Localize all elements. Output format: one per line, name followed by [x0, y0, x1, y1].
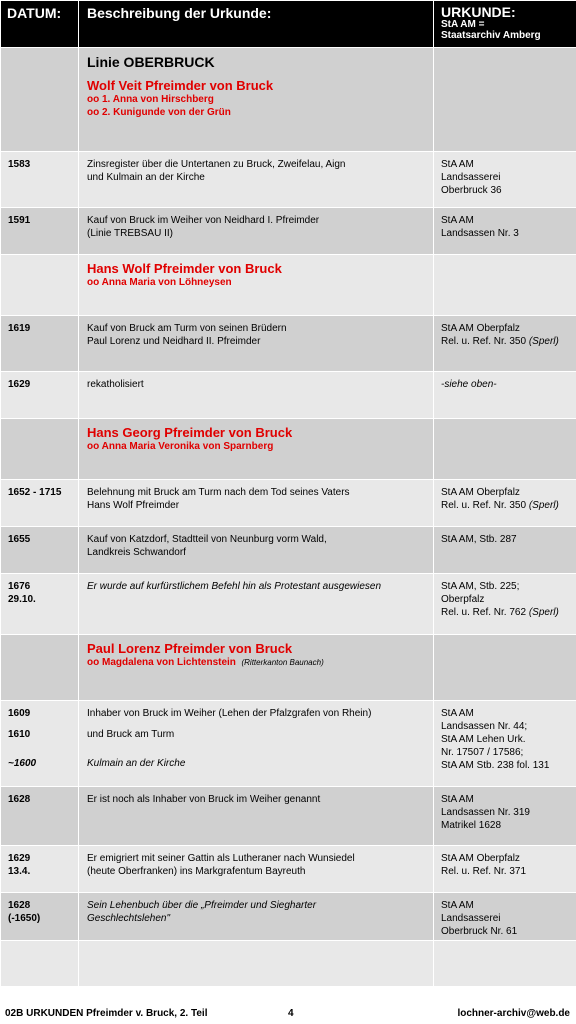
source-line: Landsasserei	[441, 172, 501, 183]
source-line: Landsassen Nr. 319	[441, 807, 530, 818]
date-line: (-1650)	[8, 913, 41, 924]
row-date: 1628	[1, 787, 79, 846]
desc-line: Belehnung mit Bruck am Turm nach dem Tod seines Vaters	[87, 487, 350, 498]
person-name: Wolf Veit Pfreimder von Bruck	[87, 78, 274, 93]
row-source	[434, 701, 576, 787]
marriage-1: oo 1. Anna von Hirschberg	[87, 94, 214, 105]
row-source	[434, 480, 576, 527]
person-row-wolf-veit	[1, 48, 576, 152]
source-line: StA AM Lehen Urk.	[441, 734, 526, 745]
source-line: Oberpfalz	[441, 594, 485, 605]
row-description: Er wurde auf kurfürstlichem Befehl hin als Protestant ausgewiesen	[79, 574, 434, 635]
row-source	[434, 787, 576, 846]
source-line: StA AM, Stb. 225;	[441, 581, 520, 592]
footer-title: 02B URKUNDEN Pfreimder v. Bruck, 2. Teil	[5, 1008, 208, 1019]
desc-line: (Linie TREBSAU II)	[87, 228, 173, 239]
marriage-2: oo 2. Kunigunde von der Grün	[87, 107, 231, 118]
table-header-row	[1, 1, 576, 48]
row-date: 1652 - 1715	[1, 480, 79, 527]
row-description	[79, 846, 434, 893]
row-date: 1591	[1, 208, 79, 255]
table-row	[1, 480, 576, 527]
empty-row	[1, 941, 576, 987]
desc-line: Kauf von Bruck im Weiher von Neidhard I. Pfreimder	[87, 215, 320, 226]
date-line: 29.10.	[8, 594, 36, 605]
desc-line: Er emigriert mit seiner Gattin als Lutheraner nach Wunsiedel	[87, 853, 355, 864]
table-row	[1, 893, 576, 941]
date-line: 1629	[8, 853, 31, 864]
source-line: Matrikel 1628	[441, 820, 502, 831]
row-source	[434, 208, 576, 255]
date-line: 1676	[8, 581, 31, 592]
source-line: StA AM	[441, 794, 474, 805]
marriage-note: (Ritterkanton Baunach)	[241, 658, 324, 667]
page-number: 4	[288, 1008, 294, 1019]
row-description	[79, 480, 434, 527]
table-row	[1, 527, 576, 574]
source-line: Rel. u. Ref. Nr. 350	[441, 336, 527, 347]
source-line: Rel. u. Ref. Nr. 371	[441, 866, 527, 877]
header-datum: DATUM:	[1, 1, 79, 48]
marriage-text: oo Magdalena von Lichtenstein	[87, 657, 236, 668]
row-date	[1, 574, 79, 635]
person-name: Paul Lorenz Pfreimder von Bruck	[87, 641, 293, 656]
table-row	[1, 316, 576, 372]
source-line: Rel. u. Ref. Nr. 762	[441, 607, 527, 618]
row-description	[79, 701, 434, 787]
source-note: (Sperl)	[528, 500, 559, 511]
desc-line: Paul Lorenz und Neidhard II. Pfreimder	[87, 336, 261, 347]
page-footer	[0, 1003, 576, 1024]
source-line: StA AM Stb. 238 fol. 131	[441, 760, 550, 771]
source-line: StA AM Oberpfalz	[441, 487, 520, 498]
row-description	[79, 893, 434, 941]
source-line: StA AM	[441, 708, 474, 719]
footer-email: lochner-archiv@web.de	[457, 1008, 570, 1019]
header-urkunde-sub2: Staatsarchiv Amberg	[441, 30, 541, 41]
row-source	[434, 893, 576, 941]
desc-line: und Kulmain an der Kirche	[87, 172, 205, 183]
table-row	[1, 574, 576, 635]
desc-line: Sein Lehenbuch über die „Pfreimder und Siegharter	[87, 900, 317, 911]
table-row	[1, 152, 576, 208]
desc-line: Landkreis Schwandorf	[87, 547, 186, 558]
source-line: Landsassen Nr. 3	[441, 228, 519, 239]
date-line: 1610	[8, 729, 31, 740]
desc-line: Kauf von Katzdorf, Stadtteil von Neunburg vorm Wald,	[87, 534, 327, 545]
source-line: Landsasserei	[441, 913, 501, 924]
table-row	[1, 846, 576, 893]
desc-line: Kauf von Bruck am Turm von seinen Brüdern	[87, 323, 287, 334]
row-date	[1, 846, 79, 893]
row-date: 1619	[1, 316, 79, 372]
row-description	[79, 152, 434, 208]
row-source: -siehe oben-	[434, 372, 576, 419]
date-line: 1628	[8, 900, 31, 911]
header-urkunde	[434, 1, 576, 48]
source-line: StA AM	[441, 159, 474, 170]
person-name: Hans Wolf Pfreimder von Bruck	[87, 261, 282, 276]
marriage-1: oo Anna Maria Veronika von Sparnberg	[87, 441, 274, 452]
source-line: StA AM	[441, 900, 474, 911]
source-line: Oberbruck 36	[441, 185, 502, 196]
source-line: StA AM Oberpfalz	[441, 323, 520, 334]
row-source	[434, 316, 576, 372]
desc-line: (heute Oberfranken) ins Markgrafentum Bayreuth	[87, 866, 306, 877]
row-description: rekatholisiert	[79, 372, 434, 419]
row-source: StA AM, Stb. 287	[434, 527, 576, 574]
row-date	[1, 893, 79, 941]
desc-line: Kulmain an der Kirche	[87, 758, 186, 769]
row-source	[434, 846, 576, 893]
row-date: 1583	[1, 152, 79, 208]
table-row	[1, 208, 576, 255]
row-date: 1655	[1, 527, 79, 574]
row-description: Er ist noch als Inhaber von Bruck im Weiher genannt	[79, 787, 434, 846]
source-line: Oberbruck Nr. 61	[441, 926, 518, 937]
marriage-1: oo Anna Maria von Löhneysen	[87, 277, 232, 288]
row-description	[79, 316, 434, 372]
desc-line: Hans Wolf Pfreimder	[87, 500, 180, 511]
date-line: 1609	[8, 708, 31, 719]
source-note: (Sperl)	[528, 607, 559, 618]
linie-title: Linie OBERBRUCK	[87, 54, 215, 70]
row-description	[79, 527, 434, 574]
table-row	[1, 372, 576, 419]
table-row	[1, 787, 576, 846]
header-urkunde-sub1: StA AM =	[441, 19, 485, 30]
source-line: Nr. 17507 / 17586;	[441, 747, 524, 758]
desc-line: Inhaber von Bruck im Weiher (Lehen der Pfalzgrafen von Rhein)	[87, 708, 372, 719]
person-row-paul-lorenz	[1, 635, 576, 701]
desc-line: und Bruck am Turm	[87, 729, 175, 740]
row-description	[79, 208, 434, 255]
date-line: 13.4.	[8, 866, 31, 877]
person-row-hans-wolf	[1, 255, 576, 316]
row-date	[1, 701, 79, 787]
date-line: ~1600	[8, 758, 37, 769]
row-source	[434, 574, 576, 635]
source-line: Landsassen Nr. 44;	[441, 721, 528, 732]
source-line: Rel. u. Ref. Nr. 350	[441, 500, 527, 511]
person-row-hans-georg	[1, 419, 576, 480]
row-date: 1629	[1, 372, 79, 419]
header-urkunde-title: URKUNDE:	[441, 4, 516, 20]
desc-line: Zinsregister über die Untertanen zu Bruck, Zweifelau, Aign	[87, 159, 346, 170]
person-name: Hans Georg Pfreimder von Bruck	[87, 425, 293, 440]
row-source	[434, 152, 576, 208]
source-line: StA AM	[441, 215, 474, 226]
header-beschreibung: Beschreibung der Urkunde:	[79, 1, 434, 48]
source-note: (Sperl)	[528, 336, 559, 347]
desc-line: Geschlechtslehen"	[87, 913, 171, 924]
table-row	[1, 701, 576, 787]
marriage-1	[87, 656, 433, 669]
source-line: StA AM Oberpfalz	[441, 853, 520, 864]
